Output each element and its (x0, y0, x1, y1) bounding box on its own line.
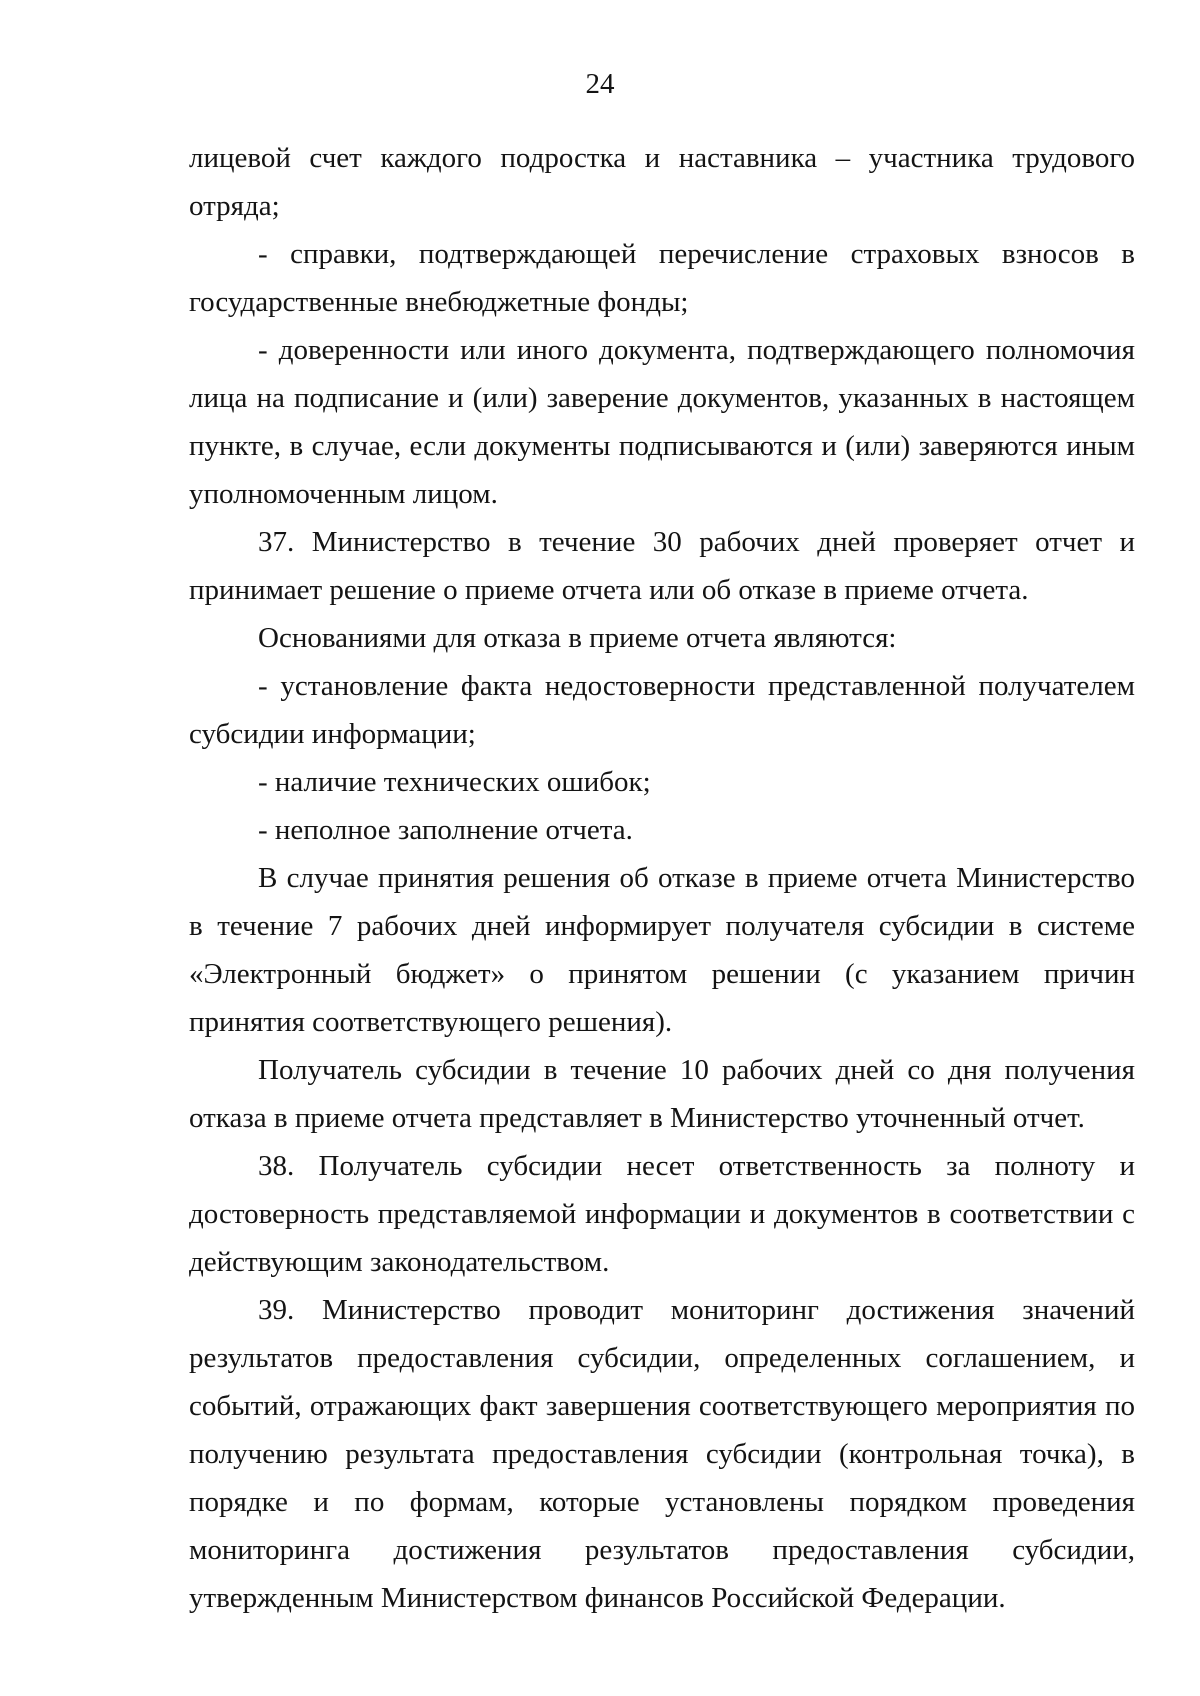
paragraph-38: 38. Получатель субсидии несет ответственность за полноту и достоверность представляемой информации и документов в соответствии с действующим законодательством. (189, 1150, 1135, 1278)
paragraph-continuation: лицевой счет каждого подростка и наставника – участника трудового отряда; (189, 142, 1135, 222)
paragraph-power-of-attorney: - доверенности или иного документа, подтверждающего полномочия лица на подписание и (или) заверение документов, указанных в настоящем пункте, в случае, если документы подписываются и (или) заверяются иным уполномоченным лицом. (189, 334, 1135, 510)
paragraph-refusal-grounds: Основаниями для отказа в приеме отчета являются: (258, 622, 897, 654)
paragraph-grounds-item-3: - неполное заполнение отчета. (258, 814, 633, 846)
document-body (189, 134, 1135, 1622)
paragraph-insurance-certificate: - справки, подтверждающей перечисление страховых взносов в государственные внебюджетные фонды; (189, 238, 1135, 318)
paragraph-corrected-report: Получатель субсидии в течение 10 рабочих дней со дня получения отказа в приеме отчета представляет в Министерство уточненный отчет. (189, 1054, 1135, 1134)
paragraph-refusal-notification: В случае принятия решения об отказе в приеме отчета Министерство в течение 7 рабочих дней информирует получателя субсидии в системе «Электронный бюджет» о принятом решении (с указанием причин принятия соответствующего решения). (189, 862, 1135, 1038)
paragraph-39: 39. Министерство проводит мониторинг достижения значений результатов предоставления субсидии, определенных соглашением, и событий, отражающих факт завершения соответствующего мероприятия по получению результата предоставления субсидии (контрольная точка), в порядке и по формам, которые установлены порядком проведения мониторинга достижения результатов предоставления субсидии, утвержденным Министерством финансов Российской Федерации. (189, 1294, 1135, 1614)
paragraph-37: 37. Министерство в течение 30 рабочих дней проверяет отчет и принимает решение о приеме отчета или об отказе в приеме отчета. (189, 526, 1135, 606)
paragraph-grounds-item-1: - установление факта недостоверности представленной получателем субсидии информации; (189, 670, 1135, 750)
paragraph-grounds-item-2: - наличие технических ошибок; (258, 766, 651, 798)
page-number: 24 (585, 68, 615, 100)
